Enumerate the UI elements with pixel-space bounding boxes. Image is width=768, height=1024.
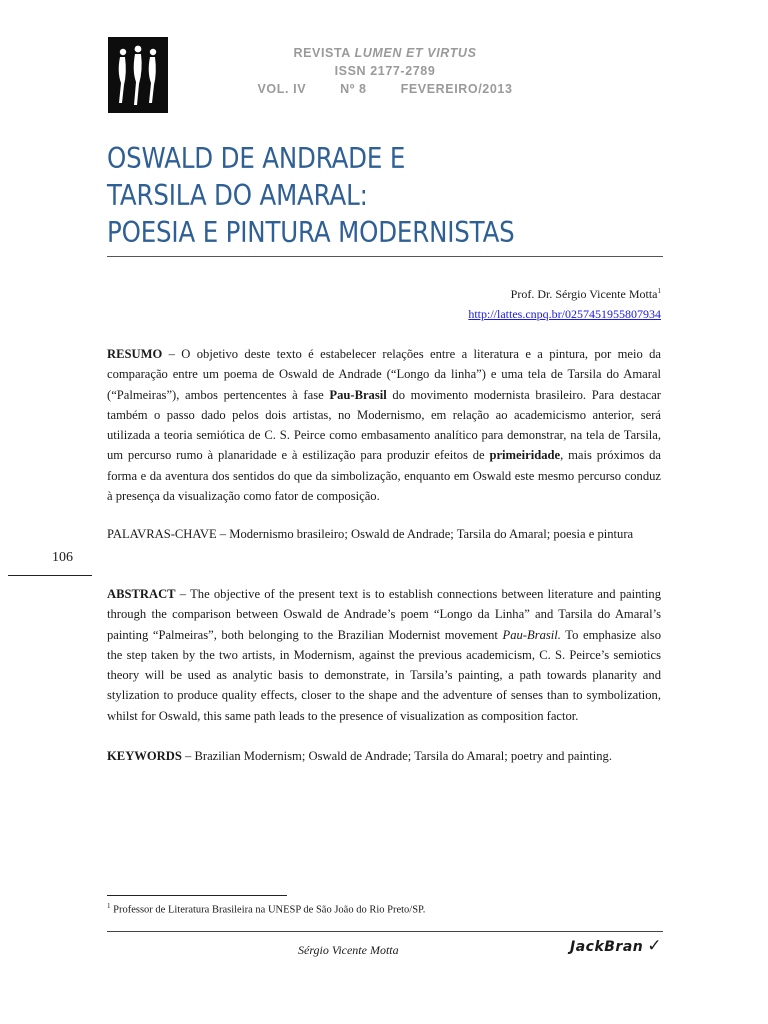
footer-brand — [570, 936, 662, 956]
author-block — [468, 281, 661, 324]
journal-header — [220, 44, 550, 98]
checkmark-icon: ✓ — [647, 936, 662, 956]
author-footnote-mark: 1 — [657, 287, 661, 295]
journal-number: Nº 8 — [340, 82, 367, 96]
palavras-chave-paragraph — [107, 524, 661, 544]
keywords-text: – Brazilian Modernism; Oswald de Andrade; Tarsila do Amaral; poetry and painting. — [181, 749, 612, 763]
journal-issn: ISSN 2177-2789 — [334, 64, 436, 78]
journal-logo — [108, 37, 168, 113]
footnote — [107, 902, 425, 916]
journal-date: FEVEREIRO/2013 — [400, 82, 513, 96]
journal-volume: VOL. IV — [257, 82, 307, 96]
footer-divider — [107, 931, 663, 932]
lattes-link[interactable]: http://lattes.cnpq.br/0257451955807934 — [468, 307, 661, 321]
resumo-text-2: do movimento modernista brasileiro. Para destacar também o passo dado pelos dois artistas, no Modernismo, em relação ao academicismo anterior, será utilizada a teoria semiótica de C. S. Peirce como embasamento analítico para demonstrar, na tela de Tarsila, um percurso rumo à planaridade e à estilização para produzir efeitos de — [107, 387, 661, 463]
footnote-divider — [107, 895, 287, 896]
footer-brand-name: JackBran — [569, 939, 644, 955]
journal-prefix: REVISTA — [293, 46, 351, 60]
palavras-chave-text: – Modernismo brasileiro; Oswald de Andrade; Tarsila do Amaral; poesia e pintura — [216, 527, 634, 541]
page-number-rule — [8, 575, 92, 576]
journal-name-line — [220, 44, 550, 62]
palavras-chave-label: PALAVRAS-CHAVE — [107, 527, 217, 541]
journal-title: LUMEN ET VIRTUS — [354, 46, 477, 60]
footer-author: Sérgio Vicente Motta — [298, 943, 399, 957]
resumo-text-3: , mais próximos da forma e da aventura dos sentidos do que da simbolização, enquanto em Oswald este mesmo percurso conduz à presença da visualização como fator de composição. — [107, 448, 661, 504]
resumo-text-1: – O objetivo deste texto é estabelecer relações entre a literatura e a pintura, por meio da comparação entre um poema de Oswald de Andrade (“Longo da linha”) e uma tela de Tarsila do Amaral (“Palmeiras”), ambos pertencentes à fase — [107, 347, 661, 402]
page-number: 106 — [52, 550, 73, 565]
resumo-bold-primeiridade: primeiridade — [489, 448, 561, 463]
abstract-italic-pau-brasil: Pau-Brasil. — [502, 627, 561, 642]
footnote-text: Professor de Literatura Brasileira na UNESP de São João do Rio Preto/SP. — [110, 904, 426, 916]
footnote-mark: 1 — [107, 902, 111, 910]
resumo-paragraph — [107, 344, 661, 506]
abstract-text-2: To emphasize also the step taken by the two artists, in Modernism, against the previous academicism, C. S. Peirce’s semiotics theory will be used as analytic basis to demonstrate, in Tarsila’s painting, a path towards planarity and stylization to produce quality effects, closer to the shape and the adventure of senses than to symbolization, whilst for Oswald, this same path leads to the presence of visualization as composition factor. — [107, 627, 661, 723]
abstract-text-1: – The objective of the present text is to establish connections between literature and painting through the comparison between Oswald de Andrade’s poem “Longo da Linha” and Tarsila do Amaral’s painting “Palmeiras”, both belonging to the Brazilian Modernist movement — [107, 587, 661, 642]
author-name: Prof. Dr. Sérgio Vicente Motta — [510, 287, 658, 301]
article-title — [107, 140, 589, 251]
abstract-paragraph — [107, 584, 661, 726]
title-line-2: TARSILA DO AMARAL: — [107, 179, 368, 212]
abstract-label: ABSTRACT — [107, 587, 176, 601]
journal-logo-figures-icon — [108, 37, 168, 113]
title-line-1: OSWALD DE ANDRADE E — [107, 142, 406, 175]
keywords-label: KEYWORDS — [107, 749, 182, 763]
resumo-label: RESUMO — [107, 347, 163, 361]
author-line — [468, 281, 661, 304]
resumo-bold-pau-brasil: Pau-Brasil — [329, 387, 387, 402]
keywords-paragraph — [107, 746, 661, 766]
title-divider — [107, 256, 663, 257]
journal-issue-line — [220, 80, 550, 98]
title-line-3: POESIA E PINTURA MODERNISTAS — [107, 216, 515, 249]
